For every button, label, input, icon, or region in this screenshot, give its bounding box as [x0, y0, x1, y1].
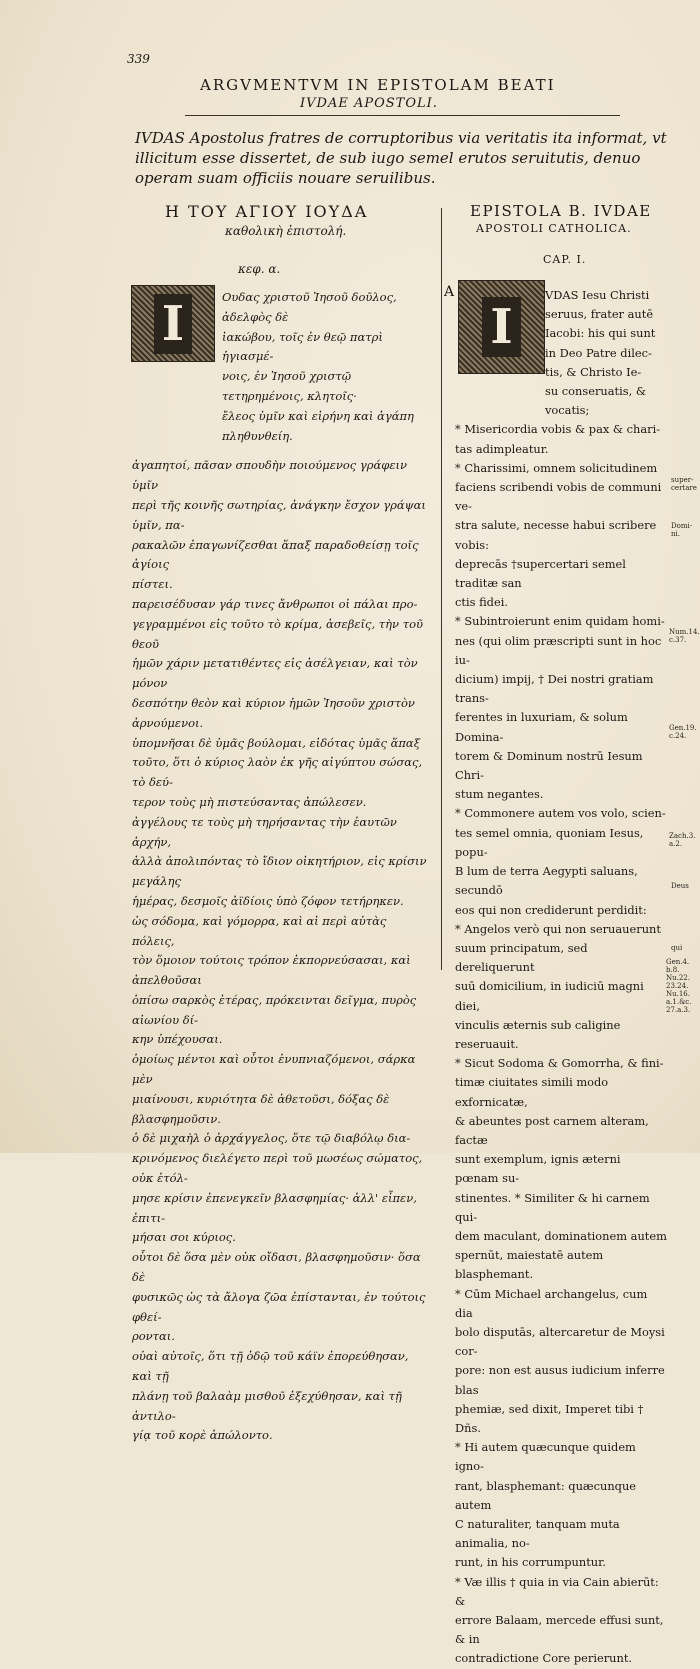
page-title: ARGVMENTVM IN EPISTOLAM BEATI — [200, 76, 556, 94]
latin-line: rant, blasphemant: quæcunque autem — [455, 1478, 640, 1512]
latin-line: deprecās †supercertari semel traditæ san — [455, 556, 630, 591]
latin-drop-cap-letter: I — [482, 297, 520, 357]
greek-line: οὗτοι δὲ ὅσα μὲν οὐκ οἴδασι, βλασφημοῦσιν· ὅσα δὲ — [132, 1250, 425, 1285]
latin-line: timæ ciuitates simili modo exfornicatæ, — [455, 1075, 612, 1109]
greek-line: περὶ τῆς κοινῆς σωτηρίας, ἀνάγκην ἔσχον γράψαι ὑμῖν, πα- — [132, 497, 430, 532]
greek-line: μησε κρίσιν ἐπενεγκεῖν βλασφημίας· ἀλλ' εἶπεν, ἐπιτι- — [132, 1190, 421, 1225]
latin-line: C naturaliter, tanquam muta animalia, no- — [455, 1517, 624, 1551]
latin-line: spernūt, maiestatē autem blasphemant. — [455, 1248, 607, 1282]
greek-chapter-heading: κεφ. α. — [238, 262, 281, 276]
latin-intro-line: in Deo Patre dilec- — [545, 345, 652, 360]
latin-text — [455, 286, 667, 1669]
greek-line: γίᾳ τοῦ κορὲ ἀπώλοντο. — [132, 1428, 273, 1443]
latin-line: torem & Dominum nostrū Iesum Chri- — [455, 748, 647, 783]
latin-line: * Charissimi, omnem solicitudinem — [455, 460, 658, 475]
section-marker-a: A — [444, 284, 455, 300]
margin-note-supercertare: super- certare — [671, 476, 697, 492]
greek-intro-line: ἔλεος ὑμῖν καὶ εἰρήνη καὶ ἀγάπη — [222, 408, 414, 423]
latin-line: B lum de terra Aegypti saluans, secundō — [455, 864, 642, 898]
latin-line: * Cūm Michael archangelus, cum dia — [455, 1286, 651, 1320]
latin-line: ferentes in luxuriam, & solum Domina- — [455, 710, 632, 744]
argument-paragraph: IVDAS Apostolus fratres de corruptoribus via veritatis ita informat, vt illicitum esse dissertet, de sub iugo semel erutos seruitutis, denuo operam suam officiis nouare seruilibus. — [135, 129, 667, 187]
greek-line: ἀλλὰ ἀπολιπόντας τὸ ἴδιον οἰκητήριον, εἰς κρίσιν μεγάλης — [132, 854, 431, 889]
greek-text — [132, 288, 430, 1446]
greek-line: γεγραμμένοι εἰς τοῦτο τὸ κρίμα, ἀσεβεῖς, τὴν τοῦ θεοῦ — [132, 616, 427, 651]
latin-intro-line: su conseruatis, & — [545, 384, 646, 399]
latin-line: & abeuntes post carnem alteram, factæ — [455, 1113, 653, 1147]
greek-line: τοῦτο, ὅτι ὁ κύριος λαὸν ἐκ γῆς αἰγύπτου σώσας, τὸ δεύ- — [132, 755, 426, 790]
greek-column-subtitle: καθολικὴ ἐπιστολή. — [225, 224, 347, 238]
latin-intro-line: tis, & Christo Ie- — [545, 364, 642, 379]
latin-line: eos qui non crediderunt perdidit: — [455, 902, 647, 917]
greek-line: οὐαὶ αὐτοῖς, ὅτι τῇ ὁδῷ τοῦ κάϊν ἐπορεύθησαν, καὶ τῇ — [132, 1349, 413, 1384]
latin-intro-line: vocatis; — [545, 403, 590, 418]
latin-line: faciens scribendi vobis de communi ve- — [455, 480, 665, 514]
latin-intro-line: VDAS Iesu Christi — [545, 288, 650, 302]
latin-line: phemiæ, sed dixit, Imperet tibi † Dñs. — [455, 1401, 647, 1435]
greek-line: παρεισέδυσαν γάρ τινες ἄνθρωποι οἱ πάλαι προ- — [132, 596, 418, 611]
latin-line: * Commonere autem vos volo, scien- — [455, 806, 666, 821]
margin-note-qui: qui — [671, 944, 683, 952]
latin-column-title: EPISTOLA B. IVDAE — [470, 202, 652, 220]
greek-line: πίστει. — [132, 577, 173, 592]
greek-line: ἡμέρας, δεσμοῖς ἀϊδίοις ὑπὸ ζόφον τετήρηκεν. — [132, 893, 404, 908]
latin-line: errore Balaam, mercede effusi sunt, & in — [455, 1613, 668, 1647]
greek-line: μιαίνουσι, κυριότητα δὲ ἀθετοῦσι, δόξας δὲ βλασφημοῦσιν. — [132, 1091, 393, 1126]
greek-line: φυσικῶς ὡς τὰ ἄλογα ζῶα ἐπίστανται, ἐν τούτοις φθεί- — [132, 1289, 430, 1324]
greek-column-title: Η ΤΟΥ ΑΓΙΟΥ ΙΟΥΔΑ — [165, 202, 369, 221]
greek-line: μήσαι σοι κύριος. — [132, 1230, 236, 1245]
greek-intro-line: ἰακώβου, τοῖς ἐν θεῷ πατρὶ ἡγιασμέ- — [222, 329, 387, 364]
greek-line: ρονται. — [132, 1329, 175, 1344]
greek-drop-cap-letter: I — [154, 294, 192, 354]
greek-intro-line: νοις, ἐν Ἰησοῦ χριστῷ τετηρημένοις, κλητοῖς· — [222, 369, 357, 403]
greek-line: ὑπομνῆσαι δὲ ὑμᾶς βούλομαι, εἰδότας ὑμᾶς ἅπαξ — [132, 735, 421, 750]
margin-note-num14: Num.14. c.37. — [669, 628, 700, 644]
latin-line: * Subintroierunt enim quidam homi- — [455, 614, 665, 629]
margin-note-gen4: Gen.4. b.8. Nu.22. 23.24. Nu.16. a.1.&c. 27.a.3. — [666, 958, 692, 1014]
margin-note-gen19: Gen.19. c.24. — [669, 724, 697, 740]
column-divider — [441, 208, 442, 970]
latin-line: * Hi autem quæcunque quidem igno- — [455, 1440, 640, 1474]
latin-line: vinculis æternis sub caligine reseruauit. — [455, 1017, 624, 1051]
latin-line: tas adimpleatur. — [455, 441, 549, 456]
greek-line: κρινόμενος διελέγετο περὶ τοῦ μωσέως σώματος, οὐκ ἐτόλ- — [132, 1151, 426, 1186]
latin-line: runt, in his corrumpuntur. — [455, 1555, 606, 1570]
latin-line: ctis fidei. — [455, 595, 508, 610]
greek-line: ὁμοίως μέντοι καὶ οὗτοι ἐνυπνιαζόμενοι, σάρκα μὲν — [132, 1052, 420, 1087]
header-divider — [185, 115, 620, 116]
latin-intro-line: Iacobi: his qui sunt — [545, 326, 656, 341]
greek-line: ἀγαπητοί, πᾶσαν σπουδὴν ποιούμενος γράφειν ὑμῖν — [132, 458, 411, 493]
latin-line: stinentes. * Similiter & hi carnem qui- — [455, 1190, 654, 1224]
latin-line: tes semel omnia, quoniam Iesus, popu- — [455, 825, 648, 859]
latin-chapter-heading: CAP. I. — [543, 253, 587, 266]
latin-line: stum negantes. — [455, 787, 544, 802]
latin-line: sunt exemplum, ignis æterni pœnam su- — [455, 1152, 625, 1186]
margin-note-zach3: Zach.3. a.2. — [669, 832, 696, 848]
margin-note-domini: Domi- ni. — [671, 522, 693, 538]
page-subtitle: IVDAE APOSTOLI. — [300, 96, 438, 111]
latin-line: pore: non est ausus iudicium inferre blas — [455, 1363, 669, 1397]
greek-line: ἀγγέλους τε τοὺς μὴ τηρήσαντας τὴν ἑαυτῶν ἀρχήν, — [132, 814, 401, 849]
latin-column-subtitle: APOSTOLI CATHOLICA. — [476, 222, 632, 235]
greek-line: πλάνῃ τοῦ βαλαὰμ μισθοῦ ἐξεχύθησαν, καὶ τῇ ἀντιλο- — [132, 1388, 406, 1423]
greek-line: ὀπίσω σαρκὸς ἑτέρας, πρόκεινται δεῖγμα, πυρὸς αἰωνίου δί- — [132, 992, 420, 1027]
latin-line: * Angelos verò qui non seruauerunt — [455, 921, 661, 936]
greek-line: τερον τοὺς μὴ πιστεύσαντας ἀπώλεσεν. — [132, 794, 367, 809]
greek-intro-line: πληθυνθείη. — [222, 428, 293, 443]
greek-line: κην ὑπέχουσαι. — [132, 1032, 223, 1047]
latin-line: contradictione Core perierunt. — [455, 1651, 633, 1666]
greek-line: ἡμῶν χάριν μετατιθέντες εἰς ἀσέλγειαν, καὶ τὸν μόνον — [132, 656, 422, 691]
greek-line: ὁ δὲ μιχαὴλ ὁ ἀρχάγγελος, ὅτε τῷ διαβόλῳ δια- — [132, 1131, 411, 1146]
latin-line: bolo disputās, altercaretur de Moysi cor- — [455, 1324, 669, 1359]
latin-line: stra salute, necesse habui scribere vobis: — [455, 518, 660, 552]
greek-line: ὡς σόδομα, καὶ γόμορρα, καὶ αἱ περὶ αὐτὰς πόλεις, — [132, 913, 390, 948]
margin-note-deus: Deus — [671, 882, 689, 890]
greek-line: δεσπότην θεὸν καὶ κύριον ἡμῶν Ἰησοῦν χριστὸν ἀρνούμενοι. — [132, 695, 419, 730]
latin-line: suū domicilium, in iudiciū magni diei, — [455, 979, 648, 1013]
greek-line: ρακαλῶν ἐπαγωνίζεσθαι ἅπαξ παραδοθείσῃ τοῖς ἁγίοις — [132, 537, 423, 572]
latin-intro-line: seruus, frater autē — [545, 307, 654, 322]
latin-line: dicium) impij, † Dei nostri gratiam trans- — [455, 672, 658, 706]
latin-line: suum principatum, sed dereliquerunt — [455, 940, 592, 975]
latin-line: * Misericordia vobis & pax & chari- — [455, 422, 661, 437]
page-number: 339 — [127, 52, 150, 66]
latin-line: nes (qui olim præscripti sunt in hoc iu- — [455, 633, 665, 667]
latin-line: * Væ illis † quia in via Cain abierūt: & — [455, 1574, 663, 1608]
greek-intro-line: Ουδας χριστοῦ Ἰησοῦ δοῦλος, ἀδελφὸς δὲ — [222, 290, 401, 324]
latin-line: * Sicut Sodoma & Gomorrha, & fini- — [455, 1056, 664, 1071]
latin-line: dem maculant, dominationem autem — [455, 1228, 667, 1243]
greek-line: τὸν ὅμοιον τούτοις τρόπον ἐκπορνεύσασαι, καὶ ἀπελθοῦσαι — [132, 953, 415, 988]
